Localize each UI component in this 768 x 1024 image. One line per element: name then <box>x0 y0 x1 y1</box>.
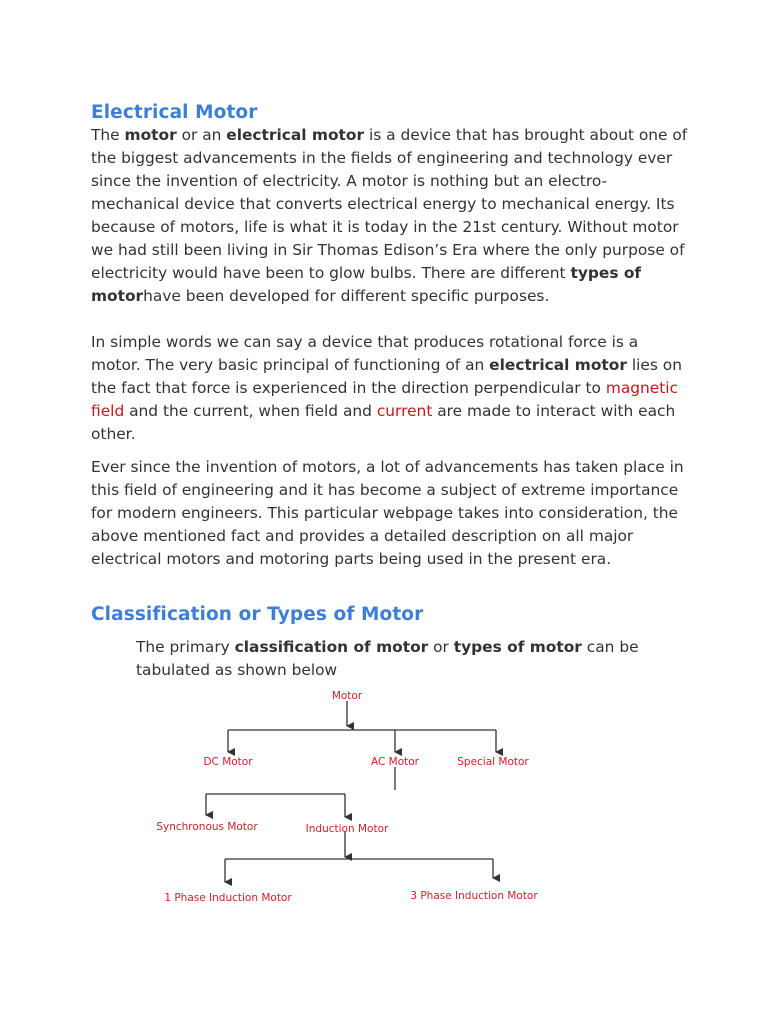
diagram-connectors <box>206 701 496 882</box>
bold-term: electrical motor <box>226 126 365 144</box>
node-dc-motor: DC Motor <box>203 756 253 768</box>
text: have been developed for different specific purposes. <box>143 287 550 305</box>
paragraph-advancements: Ever since the invention of motors, a lot of advancements has taken place in this field of engineering and it has become a subject of extreme importance for modern engineers. This particular webpage takes into consideration, the above mentioned fact and provides a detailed description on all major electrical motors and motoring parts being used in the present era. <box>91 458 684 568</box>
text: In simple words we can say a device that produces rotational force is a motor. The very basic principal of functioning of an <box>91 333 639 374</box>
bold-term: electrical motor <box>489 356 627 374</box>
link-current[interactable]: current <box>376 402 433 420</box>
node-motor: Motor <box>331 690 363 702</box>
paragraph-principle <box>91 331 691 446</box>
motor-classification-diagram <box>140 685 580 910</box>
text: and the current, when field and <box>124 402 377 420</box>
text: or <box>428 638 454 656</box>
text: can be tabulated as shown below <box>136 638 639 679</box>
node-special-motor: Special Motor <box>457 756 529 768</box>
node-induction-motor: Induction Motor <box>305 823 389 835</box>
text: lies on the fact that force is experienced in the direction perpendicular to <box>91 356 682 397</box>
link-magnetic-field[interactable]: magnetic field <box>91 379 679 420</box>
node-ac-motor: AC Motor <box>370 756 420 768</box>
bold-term: classification of motor <box>234 638 429 656</box>
text: are made to interact with each other. <box>91 402 676 443</box>
bold-term: types of motor <box>91 264 642 305</box>
paragraph-classification-intro <box>136 636 696 682</box>
text: or an <box>176 126 227 144</box>
paragraph-intro <box>91 124 691 308</box>
text: The <box>91 126 125 144</box>
bold-term: motor <box>124 126 177 144</box>
text: The primary <box>136 638 235 656</box>
text: is a device that has brought about one of the biggest advancements in the fields of engineering and technology ever since the invention of electricity. A motor is nothing but an electro-mechanical device that converts electrical energy to mechanical energy. Its because of motors, life is what it is today in the 21st century. Without motor we had still been living in Sir Thomas Edison’s Era where the only purpose of electricity would have been to glow bulbs. There are different <box>91 126 688 282</box>
bold-term: types of motor <box>453 638 582 656</box>
heading-classification: Classification or Types of Motor <box>91 604 424 625</box>
node-synchronous-motor: Synchronous Motor <box>156 821 258 833</box>
node-1-phase-induction-motor: 1 Phase Induction Motor <box>164 892 292 904</box>
node-3-phase-induction-motor: 3 Phase Induction Motor <box>410 890 538 902</box>
heading-electrical-motor: Electrical Motor <box>91 102 258 123</box>
